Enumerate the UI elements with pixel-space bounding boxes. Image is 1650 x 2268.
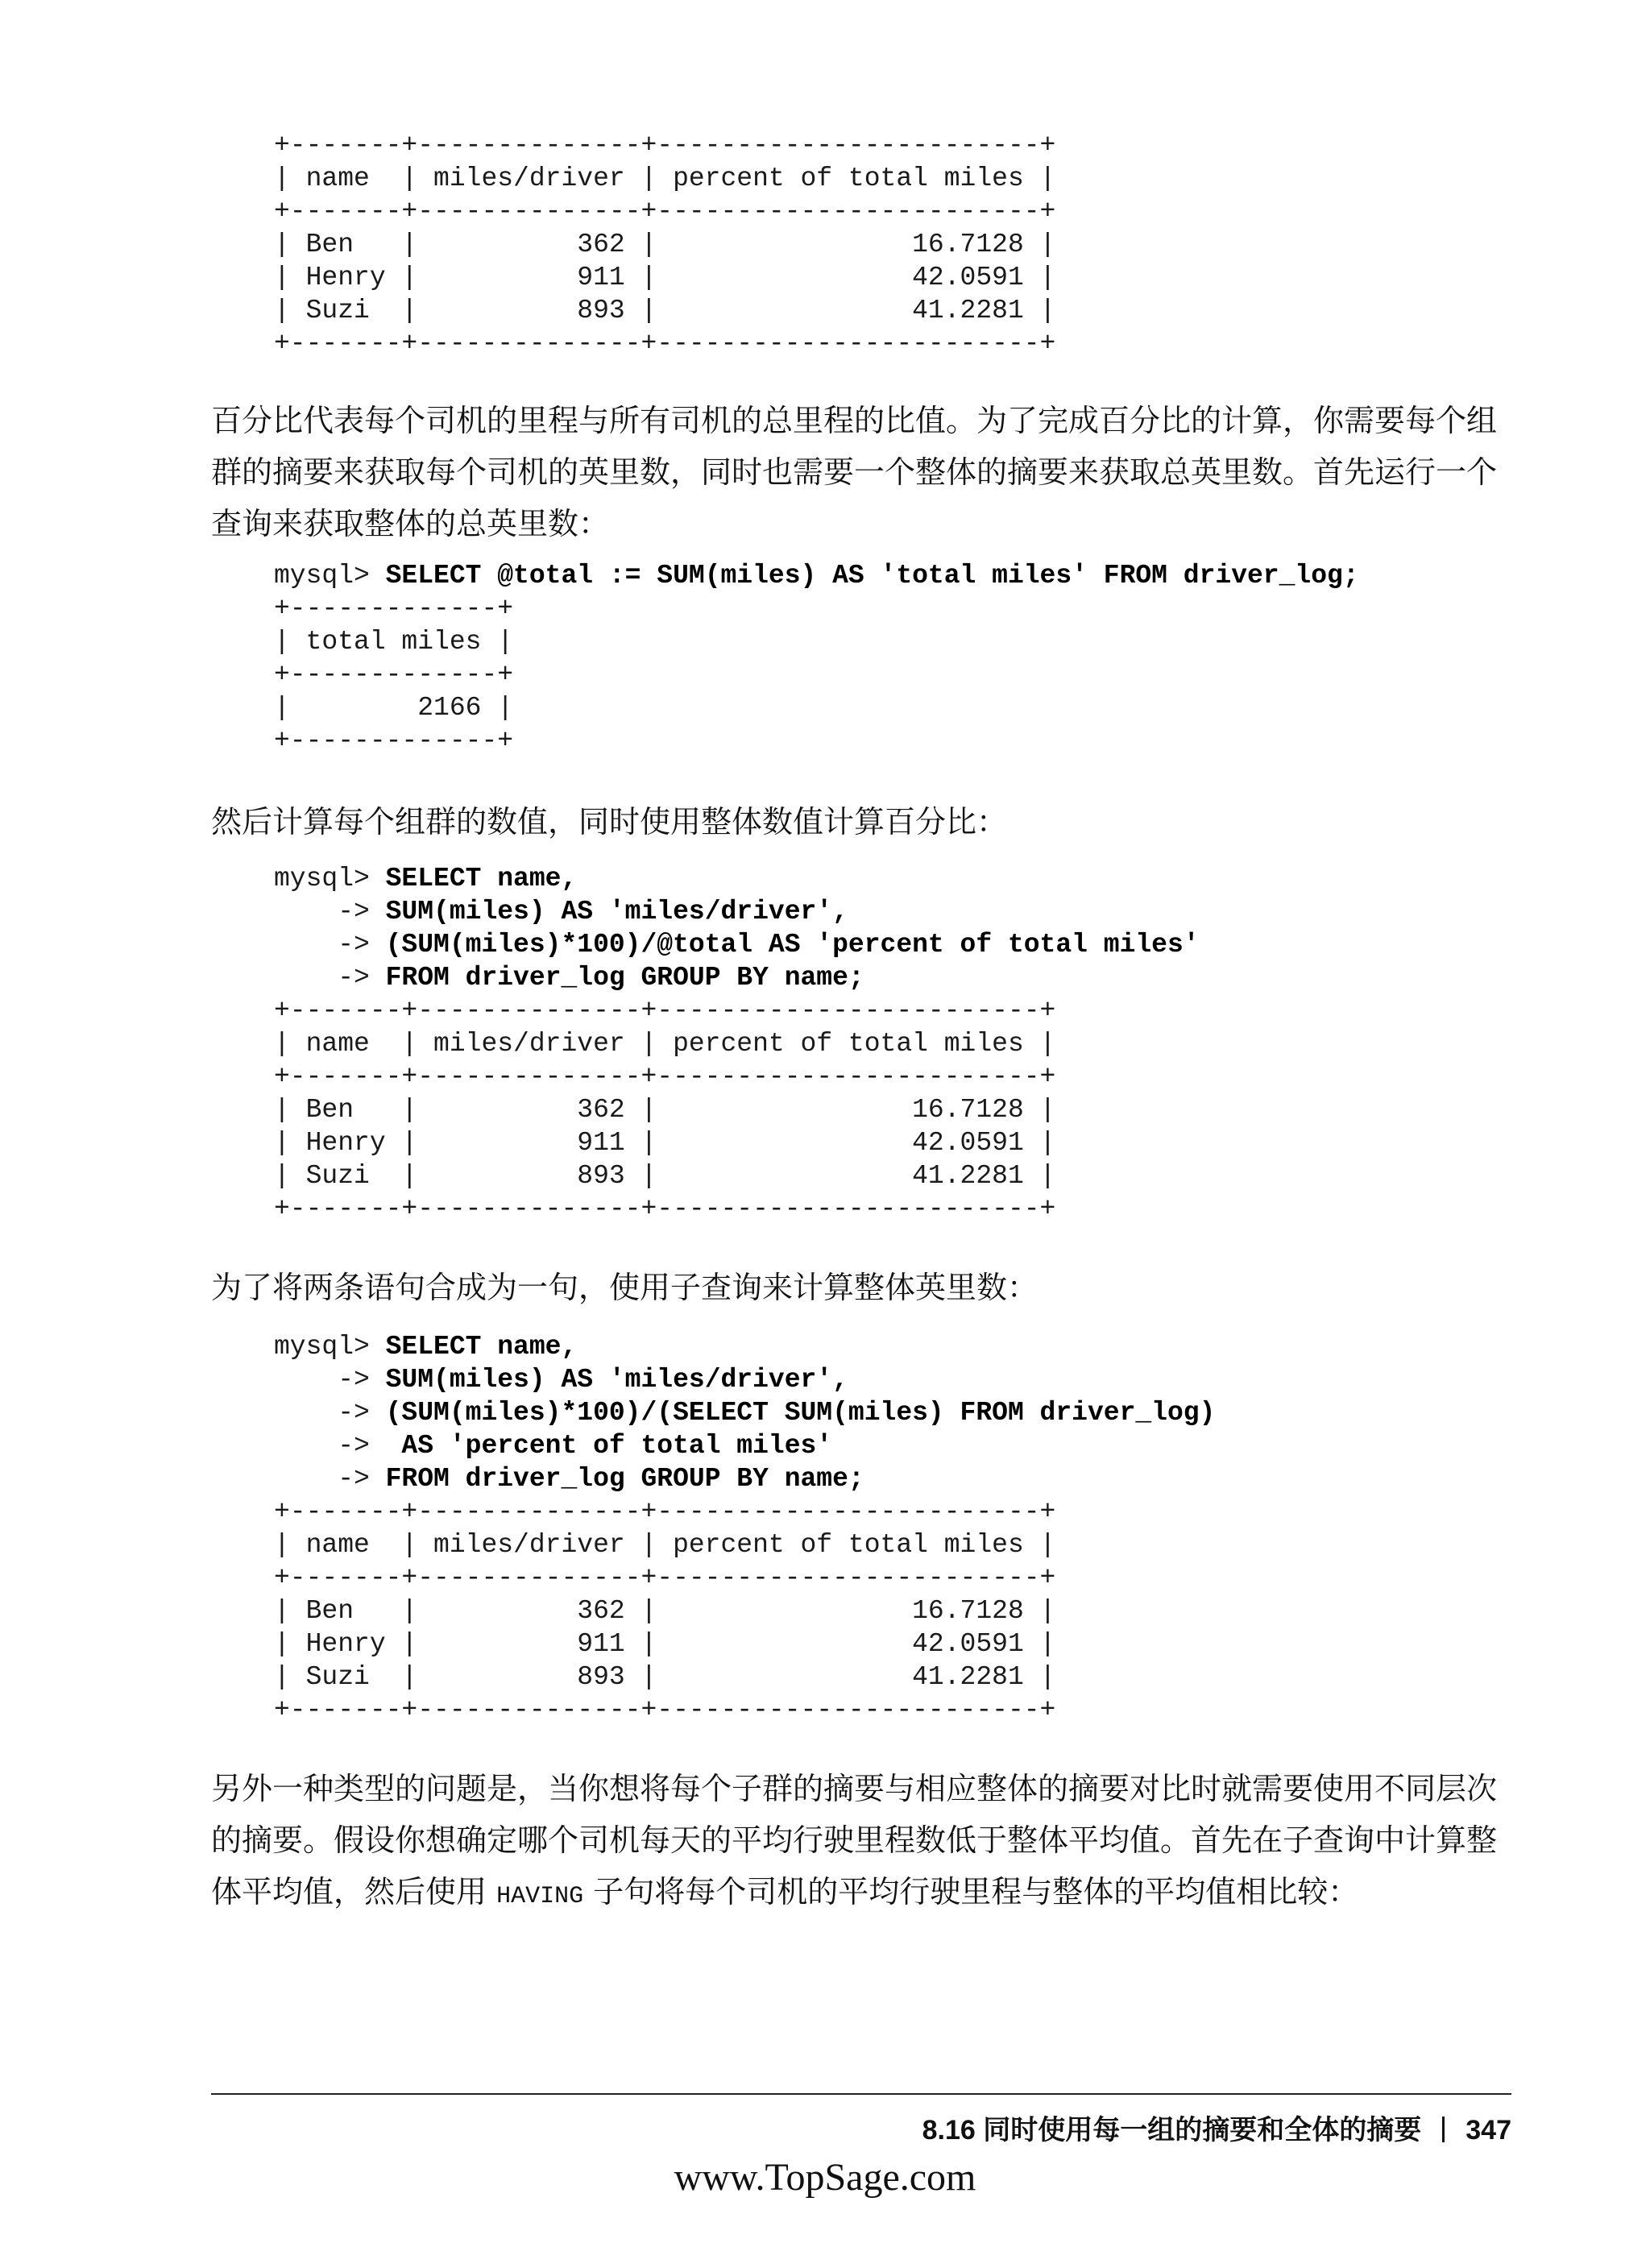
table-row: | Henry | 911 | 42.0591 | — [274, 1128, 1056, 1158]
table-header: | name | miles/driver | percent of total miles | — [274, 1530, 1056, 1560]
table-row: | Henry | 911 | 42.0591 | — [274, 263, 1056, 292]
body-paragraph-2: 然后计算每个组群的数值，同时使用整体数值计算百分比： — [211, 804, 1008, 840]
table-border: +-------+--------------+------------------------+ — [274, 329, 1056, 359]
table-header: | total miles | — [274, 627, 514, 657]
sql-line: SUM(miles) AS 'miles/driver', — [385, 897, 848, 927]
continuation-prompt: -> — [274, 1464, 386, 1494]
table-row: | Suzi | 893 | 41.2281 | — [274, 1161, 1056, 1191]
table-row: | Ben | 362 | 16.7128 | — [274, 1095, 1056, 1125]
sql-line: FROM driver_log GROUP BY name; — [385, 963, 864, 993]
table-header: | name | miles/driver | percent of total miles | — [274, 164, 1056, 193]
table-row: | Suzi | 893 | 41.2281 | — [274, 1662, 1056, 1692]
sql-line: SELECT name, — [385, 1332, 578, 1362]
table-border: +-------------+ — [274, 726, 514, 756]
result-table-top — [274, 129, 1055, 360]
query-block-1 — [274, 559, 1359, 757]
footer-separator — [1442, 2117, 1445, 2142]
running-footer — [922, 2108, 1511, 2147]
query-block-2 — [274, 862, 1200, 1225]
sql-line: FROM driver_log GROUP BY name; — [385, 1464, 864, 1494]
table-border: +-------+--------------+------------------------+ — [274, 131, 1056, 160]
sql-line: SUM(miles) AS 'miles/driver', — [385, 1365, 848, 1395]
continuation-prompt: -> — [274, 930, 386, 960]
table-border: +-------+--------------+------------------------+ — [274, 996, 1056, 1026]
table-border: +-------+--------------+------------------------+ — [274, 1695, 1056, 1725]
table-border: +-------+--------------+------------------------+ — [274, 1062, 1056, 1092]
table-border: +-------------+ — [274, 594, 514, 624]
continuation-prompt: -> — [274, 1365, 386, 1395]
table-border: +-------+--------------+------------------------+ — [274, 1194, 1056, 1224]
sql-line: SELECT name, — [385, 864, 578, 894]
watermark-url: www.TopSage.com — [674, 2156, 976, 2199]
body-paragraph-1: 百分比代表每个司机的里程与所有司机的总里程的比值。为了完成百分比的计算，你需要每个组群的摘要来获取每个司机的英里数，同时也需要一个整体的摘要来获取总英里数。首先运行一个查询来获取整体的总英里数： — [211, 403, 1498, 541]
table-row: | Henry | 911 | 42.0591 | — [274, 1629, 1056, 1659]
table-border: +-------------+ — [274, 660, 514, 690]
section-title: 8.16 同时使用每一组的摘要和全体的摘要 — [922, 2115, 1422, 2146]
prompt: mysql> — [274, 1332, 386, 1362]
inline-code: HAVING — [496, 1883, 584, 1910]
sql-statement: SELECT @total := SUM(miles) AS 'total miles' FROM driver_log; — [385, 561, 1359, 591]
sql-line: (SUM(miles)*100)/@total AS 'percent of total miles' — [385, 930, 1200, 960]
continuation-prompt: -> — [274, 963, 386, 993]
continuation-prompt: -> — [274, 897, 386, 927]
table-row: | 2166 | — [274, 693, 514, 723]
table-border: +-------+--------------+------------------------+ — [274, 1563, 1056, 1593]
table-border: +-------+--------------+------------------------+ — [274, 1497, 1056, 1527]
sql-line: AS 'percent of total miles' — [385, 1431, 833, 1461]
table-header: | name | miles/driver | percent of total miles | — [274, 1029, 1056, 1059]
paragraph-text: 子句将每个司机的平均行驶里程与整体的平均值相比较： — [583, 1874, 1359, 1909]
body-paragraph-3: 为了将两条语句合成为一句，使用子查询来计算整体英里数： — [211, 1270, 1039, 1305]
continuation-prompt: -> — [274, 1431, 386, 1461]
query-block-3 — [274, 1330, 1215, 1727]
table-border: +-------+--------------+------------------------+ — [274, 197, 1056, 226]
prompt: mysql> — [274, 561, 386, 591]
sql-line: (SUM(miles)*100)/(SELECT SUM(miles) FROM driver_log) — [385, 1398, 1216, 1428]
footer-rule — [211, 2093, 1511, 2095]
paragraph-text: 另外一种类型的问题是，当你想将每个子群的摘要与相应整体的摘要对比时就需要使用不同层次的摘要。假设你想确定哪个司机每天的平均行驶里程数低于整体平均值。首先在子查询中计算整体平均值，然后使用 — [211, 1771, 1498, 1909]
continuation-prompt: -> — [274, 1398, 386, 1428]
table-row: | Suzi | 893 | 41.2281 | — [274, 296, 1056, 325]
table-row: | Ben | 362 | 16.7128 | — [274, 230, 1056, 259]
page-number: 347 — [1466, 2115, 1511, 2146]
body-paragraph-4 — [211, 1763, 1500, 1922]
prompt: mysql> — [274, 864, 386, 894]
table-row: | Ben | 362 | 16.7128 | — [274, 1596, 1056, 1626]
